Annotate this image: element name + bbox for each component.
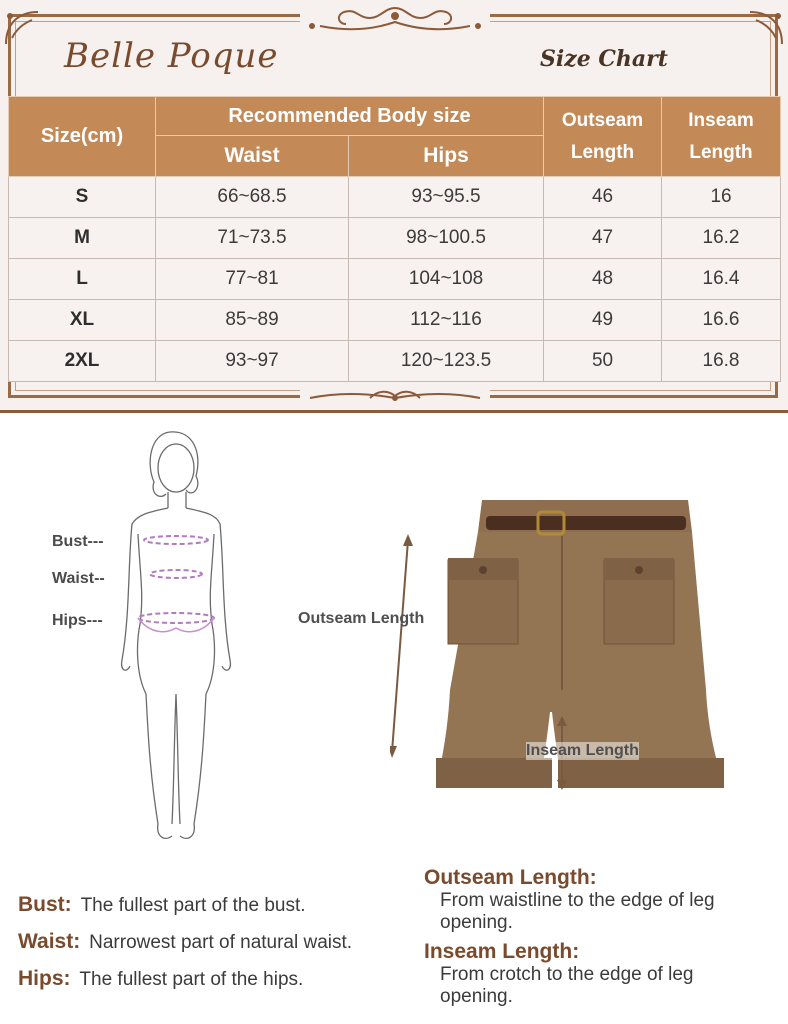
definition-hips: Hips: The fullest part of the hips. xyxy=(18,967,304,990)
header-inseam: Inseam Length xyxy=(662,97,781,177)
cell-outseam: 49 xyxy=(544,300,662,341)
cell-inseam: 16.8 xyxy=(662,341,781,382)
body-figure xyxy=(110,424,270,854)
cell-outseam: 48 xyxy=(544,259,662,300)
cell-hips: 104~108 xyxy=(349,259,544,300)
cell-inseam: 16.6 xyxy=(662,300,781,341)
label-inseam-length: Inseam Length xyxy=(526,742,639,759)
label-outseam-length: Outseam Length xyxy=(298,610,425,627)
cell-size: L xyxy=(9,259,156,300)
size-table xyxy=(8,96,781,382)
cell-hips: 112~116 xyxy=(349,300,544,341)
header-size: Size(cm) xyxy=(9,97,156,177)
table-row xyxy=(9,300,781,341)
cell-waist: 71~73.5 xyxy=(156,218,349,259)
table-row xyxy=(9,177,781,218)
definition-inseam: Inseam Length: From crotch to the edge of leg opening. xyxy=(424,940,694,1007)
definition-waist: Waist: Narrowest part of natural waist. xyxy=(18,930,353,953)
header-hips: Hips xyxy=(349,136,544,177)
cell-size: XL xyxy=(9,300,156,341)
table-row xyxy=(9,341,781,382)
label-bust: Bust--- xyxy=(52,533,104,550)
cell-inseam: 16.2 xyxy=(662,218,781,259)
definition-bust: Bust: The fullest part of the bust. xyxy=(18,893,306,916)
cell-outseam: 47 xyxy=(544,218,662,259)
corner-ornament-icon xyxy=(2,8,42,48)
cell-inseam: 16.4 xyxy=(662,259,781,300)
cell-inseam: 16 xyxy=(662,177,781,218)
table-row xyxy=(9,218,781,259)
cell-outseam: 50 xyxy=(544,341,662,382)
cell-size: M xyxy=(9,218,156,259)
bottom-ornament-icon xyxy=(300,386,490,408)
top-ornament-icon xyxy=(300,4,490,40)
header-waist: Waist xyxy=(156,136,349,177)
cell-hips: 93~95.5 xyxy=(349,177,544,218)
header-body-size: Recommended Body size xyxy=(156,97,544,136)
cell-hips: 120~123.5 xyxy=(349,341,544,382)
definition-outseam: Outseam Length: From waistline to the edge of leg opening. xyxy=(424,866,715,933)
cell-size: S xyxy=(9,177,156,218)
cell-waist: 66~68.5 xyxy=(156,177,349,218)
cell-outseam: 46 xyxy=(544,177,662,218)
brand-logo: Belle Poque xyxy=(64,36,279,76)
header-outseam: Outseam Length xyxy=(544,97,662,177)
table-row xyxy=(9,259,781,300)
corner-ornament-icon xyxy=(746,8,786,48)
label-waist: Waist-- xyxy=(52,570,105,587)
size-chart-panel xyxy=(0,0,788,413)
cell-waist: 93~97 xyxy=(156,341,349,382)
cell-size: 2XL xyxy=(9,341,156,382)
label-hips: Hips--- xyxy=(52,612,103,629)
cell-waist: 85~89 xyxy=(156,300,349,341)
cell-hips: 98~100.5 xyxy=(349,218,544,259)
cell-waist: 77~81 xyxy=(156,259,349,300)
page-title: Size Chart xyxy=(540,46,668,72)
